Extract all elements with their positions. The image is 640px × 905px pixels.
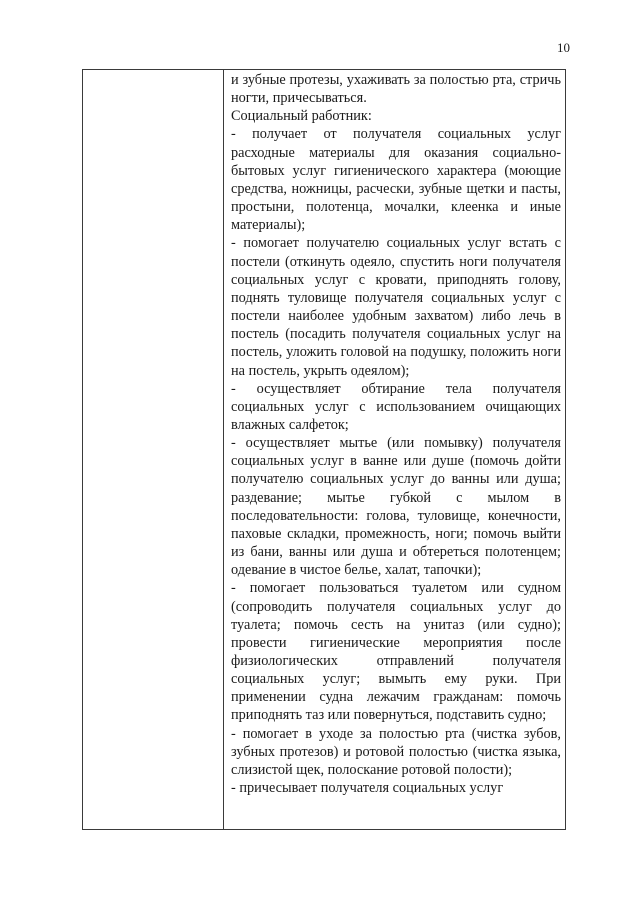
table-right-cell [224,70,565,829]
list-item-materials: - получает от получателя социальных услуг расходные материалы для оказания социально-бытовых услуг гигиенического характера (моющие средства, ножницы, расчески, зубные щетки и пасты, простыни, полотенца, мочалки, клеенка и иные материалы); [231,126,561,234]
list-item-combing: - причесывает получателя социальных услуг [231,780,504,797]
list-item-wiping: - осуществляет обтирание тела получателя социальных услуг с использованием очищающих влажных салфеток; [231,380,561,433]
page-number: 10 [557,40,570,55]
list-item-oral-care: - помогает в уходе за полостью рта (чистка зубов, зубных протезов) и ротовой полостью (чистка языка, слизистой щек, полоскание ротовой полости); [231,725,561,778]
list-item-toilet: - помогает пользоваться туалетом или судном (сопроводить получателя социальных услуг до туалета; помочь сесть на унитаз (или судно); провести гигиенические мероприятия после физиологических отправлений получателя социальных услуг; вымыть ему руки. При применении судна лежачим гражданам: помочь приподнять таз или повернуться, подставить судно; [231,580,561,724]
list-item-bathing: - осуществляет мытье (или помывку) получателя социальных услуг в ванне или душе (помочь дойти получателю социальных услуг до ванны или душа; раздевание; мытье губкой с мылом в последовательности: голова, туловище, конечности, паховые складки, промежность, ноги; помочь выйти из бани, ванны или душа и обтереться полотенцем; одевание в чистое белье, халат, тапочки); [231,435,561,579]
services-table [82,69,566,830]
paragraph-intro: и зубные протезы, ухаживать за полостью рта, стричь ногти, причесываться. [231,72,561,107]
paragraph-heading: Социальный работник: [231,108,372,125]
list-item-bed-help: - помогает получателю социальных услуг встать с постели (откинуть одеяло, спустить ноги получателя социальных услуг с кровати, приподнять голову, поднять туловище получателя социальных услуг с постели наиболее удобным захватом) либо лечь в постель (посадить получателя социальных услуг на постель, уложить головой на подушку, положить ноги на постель, укрыть одеялом); [231,235,561,379]
table-left-cell [83,70,224,829]
